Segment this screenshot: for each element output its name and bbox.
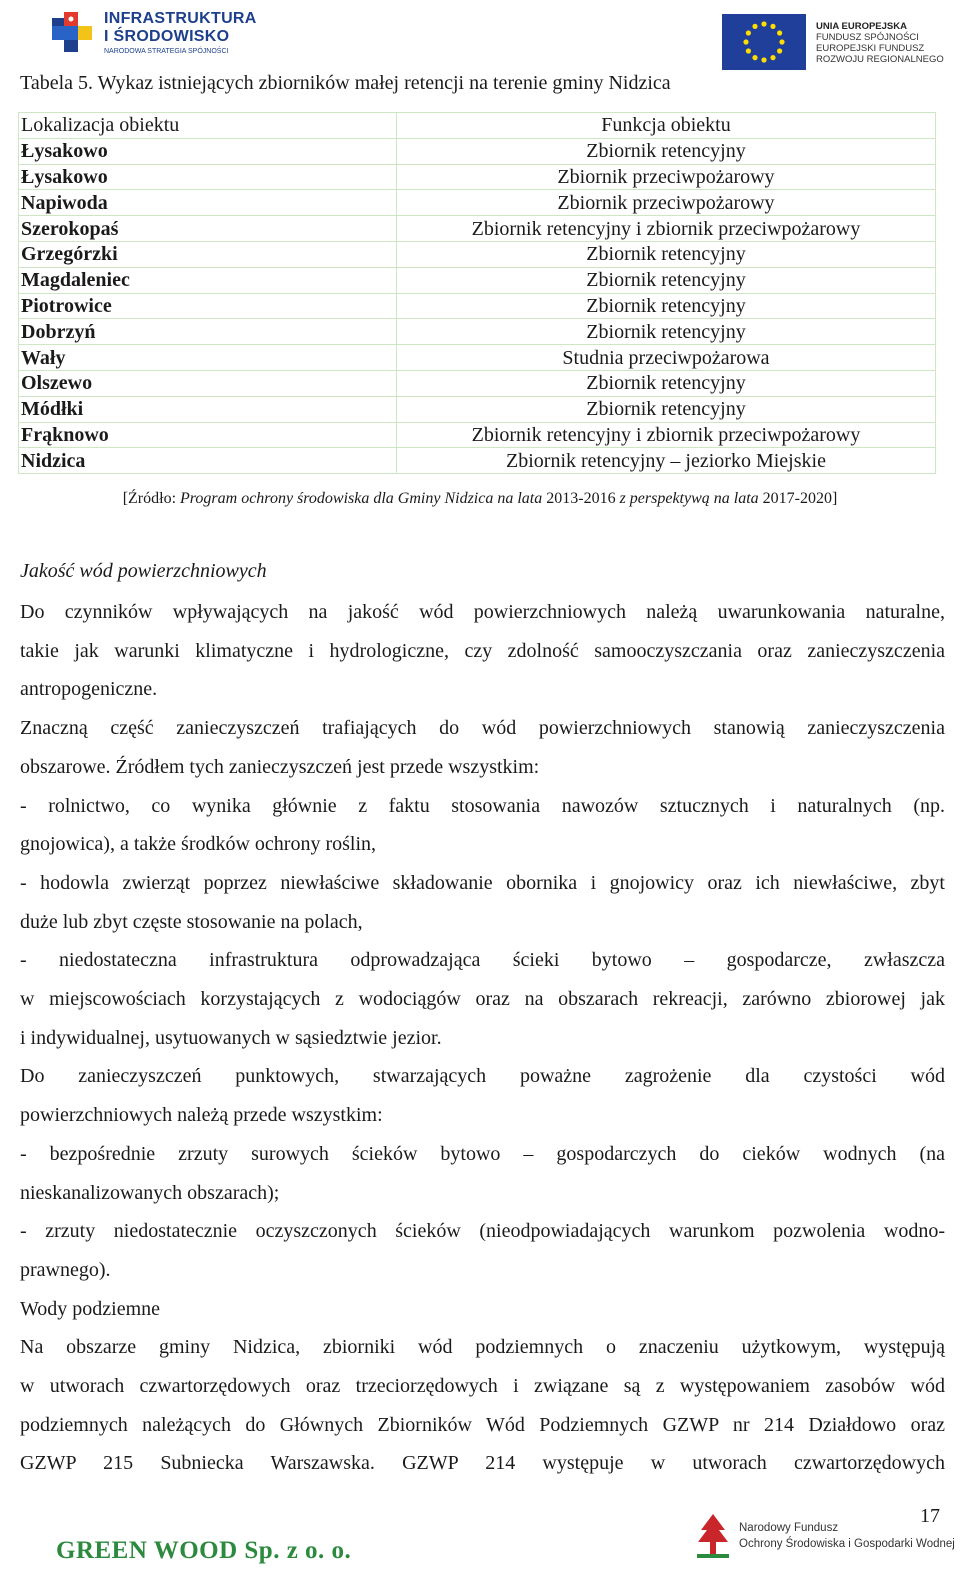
table-row — [19, 138, 936, 164]
text-line: takie jak warunki klimatyczne i hydrologiczne, czy zdolność samooczyszczania oraz zanieczyszczenia — [20, 639, 945, 662]
cell-location: Wały — [19, 345, 397, 371]
eu-logo — [722, 14, 952, 72]
cell-location: Piotrowice — [19, 293, 397, 319]
table-row — [19, 370, 936, 396]
fund-line-2: Ochrony Środowiska i Gospodarki Wodnej — [739, 1538, 955, 1550]
fund-line-1: Narodowy Fundusz — [739, 1522, 839, 1534]
text-line: podziemnych należących do Głównych Zbiorników Wód Podziemnych GZWP nr 214 Działdowo oraz — [20, 1413, 945, 1436]
cell-location: Napiwoda — [19, 190, 397, 216]
page-number: 17 — [920, 1505, 940, 1527]
cell-location: Dobrzyń — [19, 319, 397, 345]
source-title-1: Program ochrony środowiska dla Gminy Nidzica na lata — [180, 490, 547, 507]
text-line: Znaczną część zanieczyszczeń trafiających do wód powierzchniowych stanowią zanieczyszczenia — [20, 717, 945, 740]
cell-location: Łysakowo — [19, 164, 397, 190]
cell-function: Zbiornik retencyjny – jeziorko Miejskie — [397, 448, 936, 474]
text-line: obszarowe. Źródłem tych zanieczyszczeń jest przede wszystkim: — [20, 755, 540, 778]
cell-function: Zbiornik retencyjny — [397, 138, 936, 164]
table-row — [19, 396, 936, 422]
text-line: duże lub zbyt częste stosowanie na polach, — [20, 910, 363, 933]
table-row — [19, 241, 936, 267]
cell-location: Módłki — [19, 396, 397, 422]
logo-line-3: NARODOWA STRATEGIA SPÓJNOŚCI — [104, 48, 229, 55]
cell-location: Magdaleniec — [19, 267, 397, 293]
text-line: - hodowla zwierząt poprzez niewłaściwe składowanie obornika i gnojowicy oraz ich niewłaściwe, zbyt — [20, 871, 945, 894]
table-row — [19, 422, 936, 448]
cell-function: Zbiornik retencyjny — [397, 241, 936, 267]
text-line: w miejscowościach korzystających z wodociągów oraz na obszarach rekreacji, zarówno zbiorowej jak — [20, 988, 945, 1011]
source-title-2: z perspektywą na lata — [615, 490, 763, 507]
table-row — [19, 345, 936, 371]
cell-location: Frąknowo — [19, 422, 397, 448]
source-suffix: ] — [831, 490, 838, 507]
text-line: - rolnictwo, co wynika głównie z faktu stosowania nawozów sztucznych i naturalnych (np. — [20, 794, 945, 817]
cell-location: Szerokopaś — [19, 216, 397, 242]
eu-line-3: EUROPEJSKI FUNDUSZ — [816, 43, 925, 54]
cell-function: Zbiornik retencyjny i zbiornik przeciwpożarowy — [397, 422, 936, 448]
nfosigw-tree-icon — [695, 1512, 731, 1560]
table-source — [0, 490, 960, 508]
text-line: gnojowica), a także środków ochrony roślin, — [20, 833, 377, 856]
eu-flag-icon — [722, 14, 806, 70]
text-line: antropogeniczne. — [20, 678, 158, 701]
logo-line-1: INFRASTRUKTURA — [104, 10, 257, 27]
text-line: - niedostateczna infrastruktura odprowadzająca ścieki bytowo – gospodarcze, zwłaszcza — [20, 949, 945, 972]
text-line: powierzchniowych należą przede wszystkim: — [20, 1104, 383, 1127]
cell-function: Zbiornik przeciwpożarowy — [397, 164, 936, 190]
cell-function: Zbiornik retencyjny — [397, 319, 936, 345]
eu-line-4: ROZWOJU REGIONALNEGO — [816, 54, 944, 65]
text-line: - zrzuty niedostatecznie oczyszczonych ścieków (nieodpowiadających warunkom pozwolenia wodno- — [20, 1220, 945, 1243]
cell-function: Zbiornik retencyjny — [397, 370, 936, 396]
infrastruktura-logo — [52, 8, 257, 56]
table-row — [19, 293, 936, 319]
text-line: Wody podziemne — [20, 1297, 161, 1320]
text-line: Do zanieczyszczeń punktowych, stwarzających poważne zagrożenie dla czystości wód — [20, 1065, 945, 1088]
text-line: Do czynników wpływających na jakość wód powierzchniowych należą uwarunkowania naturalne, — [20, 601, 945, 623]
header-location: Lokalizacja obiektu — [19, 113, 397, 139]
nfosigw-logo — [695, 1512, 955, 1568]
cell-location: Grzegórzki — [19, 241, 397, 267]
logo-line-2: I ŚRODOWISKO — [104, 28, 230, 45]
cell-location: Olszewo — [19, 370, 397, 396]
cell-function: Zbiornik przeciwpożarowy — [397, 190, 936, 216]
cell-function: Zbiornik retencyjny — [397, 293, 936, 319]
table-row — [19, 267, 936, 293]
text-line: prawnego). — [20, 1258, 111, 1281]
section-title: Jakość wód powierzchniowych — [20, 560, 267, 582]
company-name: GREEN WOOD Sp. z o. o. — [56, 1537, 352, 1564]
cell-location: Łysakowo — [19, 138, 397, 164]
cell-function: Zbiornik retencyjny — [397, 396, 936, 422]
cell-function: Studnia przeciwpożarowa — [397, 345, 936, 371]
eu-line-2: FUNDUSZ SPÓJNOŚCI — [816, 32, 919, 43]
body-text — [20, 593, 945, 1483]
eu-line-1: UNIA EUROPEJSKA — [816, 21, 907, 32]
text-line: w utworach czwartorzędowych oraz trzeciorzędowych i związane są z występowaniem zasobów wód — [20, 1375, 945, 1398]
table-row — [19, 448, 936, 474]
source-years-1: 2013-2016 — [546, 490, 616, 507]
source-prefix: [Źródło: — [122, 490, 181, 507]
text-line: i indywidualnej, usytuowanych w sąsiedztwie jezior. — [20, 1026, 442, 1049]
table-caption: Tabela 5. Wykaz istniejących zbiorników małej retencji na terenie gminy Nidzica — [20, 72, 671, 94]
cell-location: Nidzica — [19, 448, 397, 474]
cell-function: Zbiornik retencyjny i zbiornik przeciwpożarowy — [397, 216, 936, 242]
header-function: Funkcja obiektu — [397, 113, 936, 139]
source-years-2: 2017-2020 — [762, 490, 832, 507]
table-row — [19, 190, 936, 216]
text-line: Na obszarze gminy Nidzica, zbiorniki wód podziemnych o znaczeniu użytkowym, występują — [20, 1336, 945, 1359]
infrastruktura-logo-icon — [52, 12, 96, 52]
text-line: GZWP 215 Subniecka Warszawska. GZWP 214 występuje w utworach czwartorzędowych — [20, 1452, 945, 1475]
reservoir-table — [18, 112, 936, 474]
cell-function: Zbiornik retencyjny — [397, 267, 936, 293]
table-row — [19, 164, 936, 190]
text-line: - bezpośrednie zrzuty surowych ścieków bytowo – gospodarczych do cieków wodnych (na — [20, 1142, 945, 1165]
table-row — [19, 319, 936, 345]
table-row — [19, 216, 936, 242]
text-line: nieskanalizowanych obszarach); — [20, 1181, 280, 1204]
table-header-row — [19, 113, 936, 139]
